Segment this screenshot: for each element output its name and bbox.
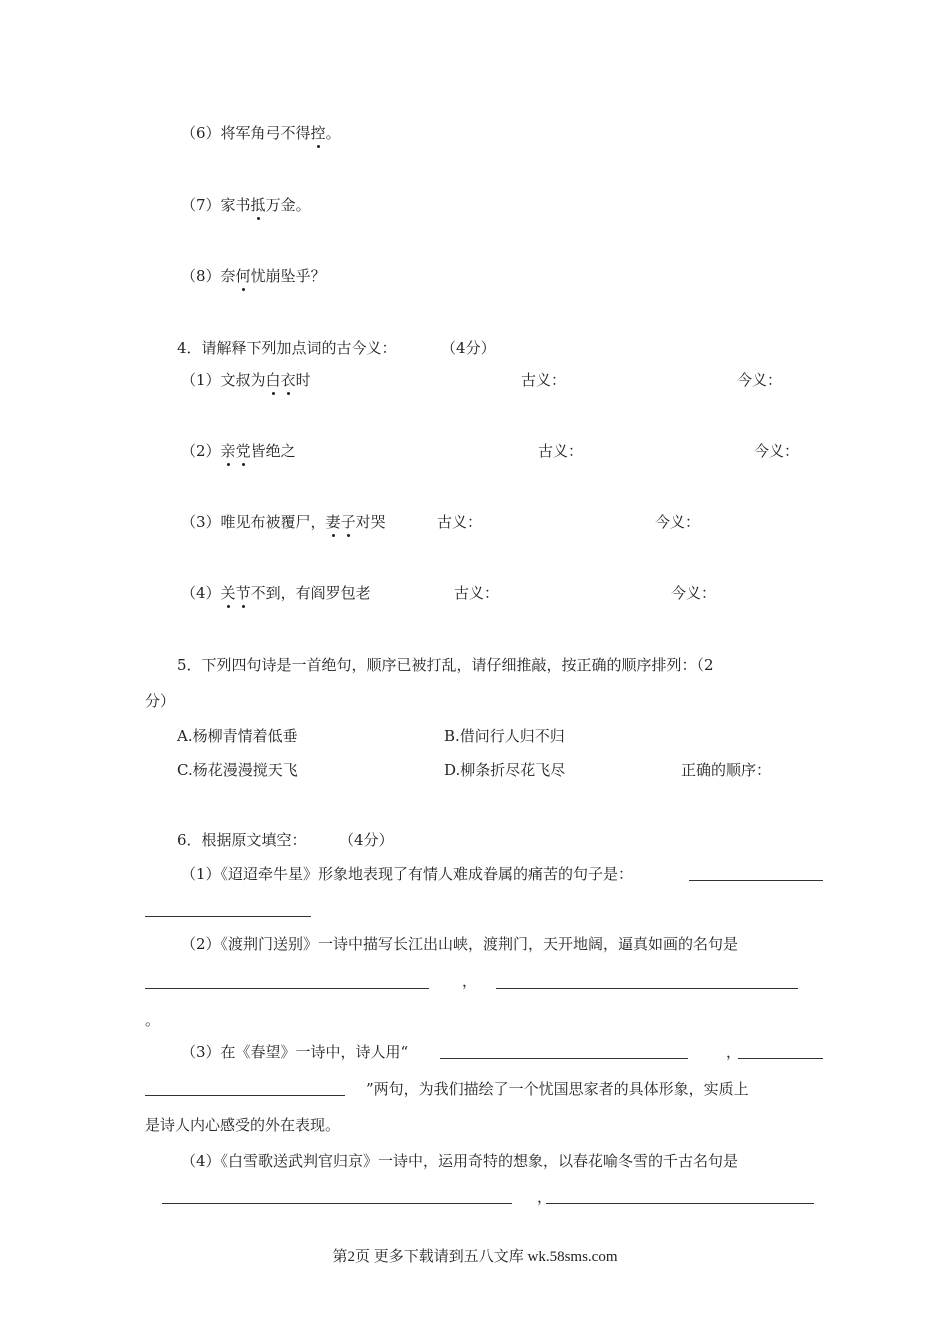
page-footer: 第2页 更多下载请到五八文库 wk.58sms.com (332, 1249, 618, 1265)
answer-blank[interactable] (145, 916, 311, 917)
comma: ， (537, 1188, 553, 1206)
answer-blank[interactable] (145, 988, 429, 989)
answer-blank[interactable] (145, 1095, 345, 1096)
q6-sentence-1: （1）《迢迢牵牛星》形象地表现了有情人难成眷属的痛苦的句子是： (181, 865, 634, 883)
answer-blank[interactable] (738, 1058, 823, 1059)
q5-line2: 分） (145, 692, 176, 710)
q4-jin-label: 今义： (671, 584, 717, 602)
q5-order-label: 正确的顺序： (681, 761, 772, 779)
q4-gu-label: 古义： (437, 513, 483, 531)
answer-blank[interactable] (162, 1203, 512, 1204)
q4-jin-label: 今义： (655, 513, 701, 531)
q4-item-4: （4）关节不到，有阎罗包老 (181, 584, 371, 602)
q6-sentence-3c: 是诗人内心感受的外在表现。 (145, 1116, 341, 1134)
q4-title: 4．请解释下列加点词的古今义： （4分） (177, 339, 496, 357)
answer-blank[interactable] (546, 1203, 814, 1204)
q6-title: 6．根据原文填空： （4分） (177, 831, 394, 849)
q4-item-1: （1）文叔为白衣时 (181, 371, 311, 389)
q4-item-2: （2）亲党皆绝之 (181, 442, 296, 460)
q4-item-3: （3）唯见布被覆尸，妻子对哭 (181, 513, 386, 531)
comma: ， (726, 1043, 742, 1061)
q4-jin-label: 今义： (754, 442, 800, 460)
q5-option-b: B.借问行人归不归 (444, 727, 565, 745)
period: 。 (145, 1011, 161, 1029)
q6-sentence-3a: （3）在《春望》一诗中，诗人用“ (181, 1043, 409, 1061)
q6-sentence-4: （4）《白雪歌送武判官归京》一诗中，运用奇特的想象，以春花喻冬雪的千古名句是 (181, 1152, 739, 1170)
q4-jin-label: 今义： (737, 371, 783, 389)
dotted-char: 控 (310, 124, 326, 142)
q4-gu-label: 古义： (538, 442, 584, 460)
q6-sentence-2: （2）《渡荆门送别》一诗中描写长江出山峡，渡荆门，天开地阔，逼真如画的名句是 (181, 935, 739, 953)
q5-option-a: A.杨柳青情着低垂 (177, 727, 298, 745)
q4-gu-label: 古义： (454, 584, 500, 602)
q4-gu-label: 古义： (521, 371, 567, 389)
q3-item-6: （6）将军角弓不得控。 (181, 124, 341, 142)
answer-blank[interactable] (440, 1058, 688, 1059)
answer-blank[interactable] (689, 880, 823, 881)
q3-item-8: （8）奈何忧崩坠乎？ (181, 267, 326, 285)
q6-sentence-3b: ”两句，为我们描绘了一个忧国思家者的具体形象，实质上 (366, 1080, 749, 1098)
dotted-char: 何 (235, 267, 251, 285)
q5-option-c: C.杨花漫漫搅天飞 (177, 761, 298, 779)
answer-blank[interactable] (496, 988, 798, 989)
q5-option-d: D.柳条折尽花飞尽 (444, 761, 566, 779)
q5-line1: 5．下列四句诗是一首绝句，顺序已被打乱，请仔细推敲，按正确的顺序排列：（2 (177, 656, 714, 674)
comma: ， (462, 972, 478, 990)
q3-item-7: （7）家书抵万金。 (181, 196, 311, 214)
dotted-char: 抵 (250, 196, 266, 214)
